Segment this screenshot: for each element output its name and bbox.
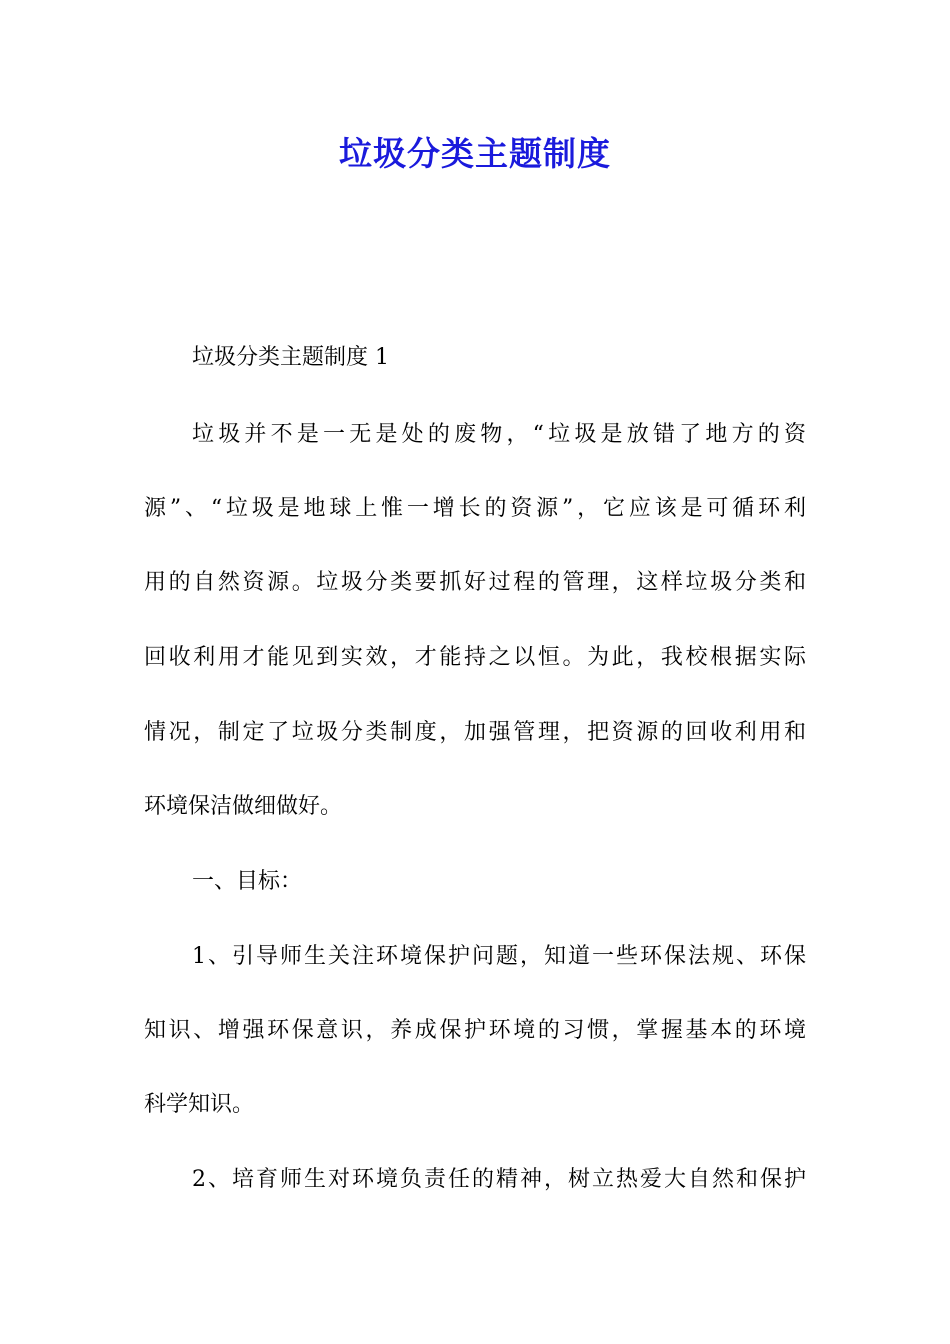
section-goals-heading: 一、目标： [192,869,303,894]
paragraph-line-2: 源”、“垃圾是地球上惟一增长的资源”，它应该是可循环利 [144,496,806,521]
goal-2-line-1: 2、培育师生对环境负责任的精神，树立热爱大自然和保护 [192,1167,806,1192]
document-title: 垃圾分类主题制度 [339,134,611,173]
section-heading: 垃圾分类主题制度 1 [192,345,389,370]
paragraph-line-1: 垃圾并不是一无是处的废物，“垃圾是放错了地方的资 [192,422,806,447]
paragraph-line-4: 回收利用才能见到实效，才能持之以恒。为此，我校根据实际 [144,645,806,670]
goal-1-line-1: 1、引导师生关注环境保护问题，知道一些环保法规、环保 [192,944,806,969]
paragraph-line-5: 情况，制定了垃圾分类制度，加强管理，把资源的回收利用和 [144,720,806,745]
paragraph-line-3: 用的自然资源。垃圾分类要抓好过程的管理，这样垃圾分类和 [144,570,806,595]
paragraph-line-6: 环境保洁做细做好。 [144,794,343,819]
goal-1-line-2: 知识、增强环保意识，养成保护环境的习惯，掌握基本的环境 [144,1018,806,1043]
goal-1-line-3: 科学知识。 [144,1092,255,1117]
